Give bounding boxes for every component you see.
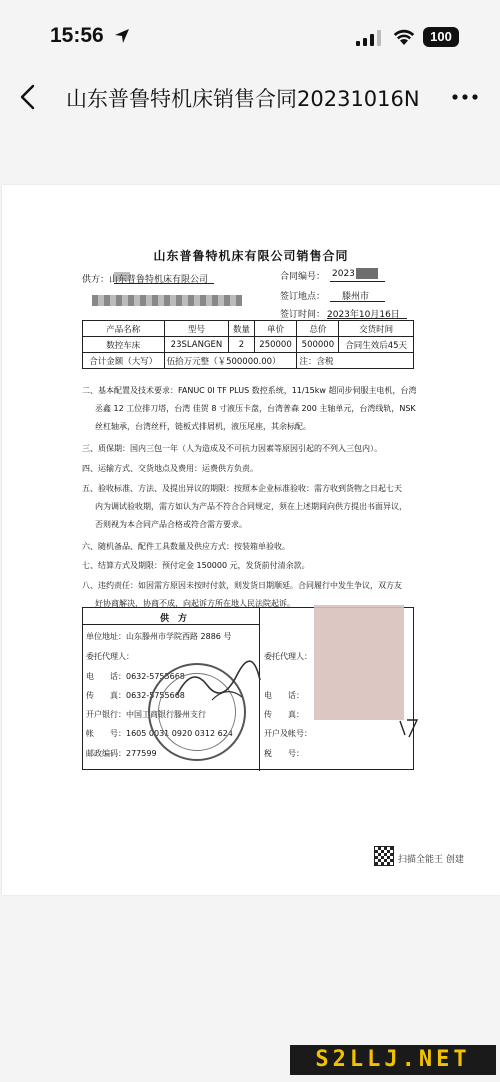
buyer-agent: 委托代理人： <box>264 652 312 661</box>
document-title: 山东普鲁特机床销售合同20231016N <box>66 87 420 111</box>
wifi-icon <box>393 28 415 46</box>
scanner-label: 扫描全能王 创建 <box>398 855 464 865</box>
cellular-signal-icon <box>356 30 382 46</box>
clause-line: 丞鑫 12 工位排刀塔，台湾 佳贺 8 寸液压卡盘，台湾普森 200 主轴单元，台湾线轨，NSK <box>95 404 416 413</box>
product-table <box>82 320 414 369</box>
clause-line: 八、违约责任：如因需方原因未按时付款，则发货日期顺延。合同履行中发生争议，双方友 <box>82 581 402 590</box>
supplier-header: 供 方 <box>160 614 188 624</box>
clause-line: 五、验收标准、方法、及提出异议的期限：按照本企业标准验收：需方收到货物之日起七天 <box>82 484 402 493</box>
total-label: 合计金额（大写） <box>83 353 165 369</box>
clock: 15:56 <box>50 24 104 47</box>
supplier-agent: 委托代理人： <box>86 652 134 661</box>
clause-line: 丝杠轴承，台湾丝杆，链板式排屑机，液压尾座，其余标配。 <box>95 422 311 431</box>
table-total-row <box>83 353 414 369</box>
table-header: 交货时间 <box>339 321 414 337</box>
table-header: 总价 <box>297 321 339 337</box>
table-header: 型号 <box>164 321 229 337</box>
sign-time: 2023年10月16日 <box>327 310 400 320</box>
status-bar <box>0 0 500 70</box>
contract-title: 山东普鲁特机床有限公司销售合同 <box>153 249 349 263</box>
sign-place: 滕州市 <box>342 292 370 302</box>
table-cell: 250000 <box>254 337 297 353</box>
clause-line: 好协商解决，协商不成，向起诉方所在地人民法院起诉。 <box>95 599 295 608</box>
redacted-buyer-seal <box>314 605 404 720</box>
supplier-postcode: 邮政编码：277599 <box>86 749 157 758</box>
table-cell: 23SLANGEN <box>164 337 229 353</box>
nav-bar <box>0 72 500 124</box>
battery-indicator: 100 <box>423 27 459 47</box>
clause-line: 七、结算方式及期限：预付定金 150000 元，发货前付清余款。 <box>82 561 310 570</box>
clause-line: 三、质保期：国内三包一年（人为造成及不可抗力因素等原因引起的不列入三包内）。 <box>82 444 382 453</box>
total-value: 伍拾万元整（￥500000.00） <box>164 353 297 369</box>
supplier-address: 单位地址：山东滕州市学院西路 2886 号 <box>86 632 232 641</box>
supplier-fax: 传 真：0632-5755668 <box>86 691 185 700</box>
contract-no: 2023 <box>332 269 355 279</box>
supplier-account: 帐 号：1605 0031 0920 0312 624 <box>86 729 233 738</box>
clause-line: 六、随机备品、配件工具数量及供应方式：按装箱单验收。 <box>82 542 290 551</box>
qr-code-icon <box>374 846 394 866</box>
buyer-fax: 传 真： <box>264 710 304 719</box>
tax-note: 注：含税 <box>297 353 414 369</box>
clause-line: 内为调试验收期，需方如认为产品不符合合同规定，须在上述期间向供方提出书面异议， <box>95 502 407 511</box>
supplier-bank: 开户银行：中国工商银行滕州支行 <box>86 710 206 719</box>
clause-line: 否则视为本合同产品合格或符合需方要求。 <box>95 520 247 529</box>
table-row <box>83 337 414 353</box>
redacted-block <box>92 295 242 306</box>
supplier-phone: 电 话：0632-5755668 <box>86 672 185 681</box>
table-header: 产品名称 <box>83 321 165 337</box>
document-page[interactable] <box>2 185 500 895</box>
sign-place-label: 签订地点： <box>280 292 326 302</box>
location-arrow-icon <box>113 27 131 45</box>
sign-time-label: 签订时间： <box>280 310 326 320</box>
site-watermark: S2LLJ.NET <box>290 1045 496 1075</box>
table-cell: 2 <box>229 337 254 353</box>
table-header: 数量 <box>229 321 254 337</box>
more-options-icon[interactable] <box>450 92 480 102</box>
clause-line: 四、运输方式、交货地点及费用：运费供方负责。 <box>82 464 258 473</box>
contract-no-label: 合同编号： <box>280 272 326 282</box>
buyer-tax: 税 号： <box>264 749 304 758</box>
table-cell: 合同生效后45天 <box>339 337 414 353</box>
table-cell: 数控车床 <box>83 337 165 353</box>
contract-content <box>2 185 500 895</box>
buyer-phone: 电 话： <box>264 691 304 700</box>
back-chevron-icon[interactable] <box>14 82 44 112</box>
table-cell: 500000 <box>297 337 339 353</box>
table-header: 单价 <box>254 321 297 337</box>
clause-line: 二、基本配置及技术要求：FANUC 0I TF PLUS 数控系统，11/15kw 超同步伺服主电机，台湾 <box>82 386 417 395</box>
handwritten-signature <box>172 655 262 705</box>
seller-line: 供方：山东普鲁特机床有限公司 <box>82 275 209 285</box>
buyer-handwriting <box>397 715 422 740</box>
table-header-row <box>83 321 414 337</box>
buyer-account: 开户及帐号： <box>264 729 312 738</box>
